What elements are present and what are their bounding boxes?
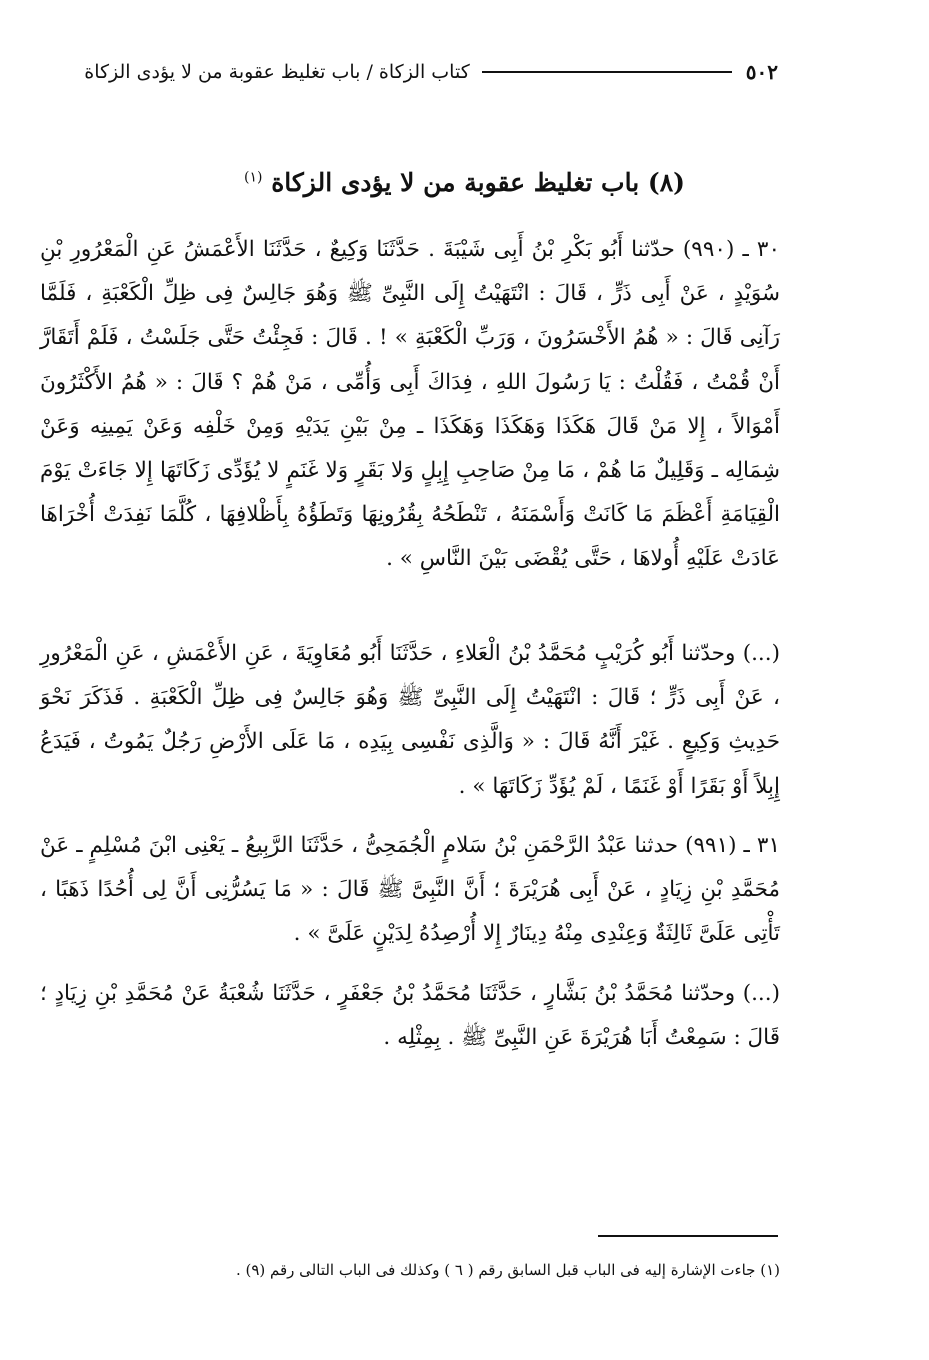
header-rule: [482, 71, 732, 73]
hadith-paragraph: (...) وحدّثنا مُحَمَّدُ بْنُ بَشَّارٍ ، حَدَّثَنَا مُحَمَّدُ بْنُ جَعْفَرٍ ، حَدَّثَنَا شُعْبَةُ عَنْ مُحَمَّدِ بْنِ زِيَادٍ ؛ قَالَ : سَمِعْتُ أَبَا هُرَيْرَةَ عَنِ النَّبِىِّ ﷺ . بِمِثْلِه .: [40, 981, 780, 1051]
chapter-footnote-marker: (١): [244, 169, 263, 186]
hadith-paragraph: ٣٠ ـ (٩٩٠) حدّثنا أَبُو بَكْرِ بْنُ أَبِى شَيْبَةَ . حَدَّثَنَا وَكِيعٌ ، حَدَّثَنَا الأَعْمَشُ عَنِ الْمَعْرُورِ بْنِ سُوَيْدٍ ، عَنْ أَبِى ذَرٍّ ، قَالَ : انْتَهَيْتُ إِلَى النَّبِىِّ ﷺ وَهُوَ جَالِسٌ فِى ظِلِّ الْكَعْبَةِ ، فَلَمَّا رَآنِى قَالَ : « هُمُ الأَخْسَرُونَ ، وَرَبِّ الْكَعْبَةِ » ! . قَالَ : فَجِئْتُ حَتَّى جَلَسْتُ ، فَلَمْ أَتَقَارَّ أَنْ قُمْتُ ، فَقُلْتُ : يَا رَسُولَ اللهِ ، فِدَاكَ أَبِى وَأُمِّى ، مَنْ هُمْ ؟ قَالَ : « هُمُ الأَكْثَرُونَ أَمْوَالاً ، إِلا مَنْ قَالَ هَكَذَا وَهَكَذَا وَهَكَذَا ـ مِنْ بَيْنِ يَدَيْهِ وَمِنْ خَلْفِه وَعَنْ يَمِينِه وَعَنْ شِمَالِه ـ وَقَلِيلٌ مَا هُمْ ، مَا مِنْ صَاحِبِ إِبِلٍ وَلا بَقَرٍ وَلا غَنَمٍ لا يُؤَدِّى زَكَاتَهَا إِلا جَاءَتْ يَوْمَ الْقِيَامَةِ أَعْظَمَ مَا كَانَتْ وَأَسْمَنَهُ ، تَنْطَحُهُ بِقُرُونِهَا وَتَطَؤُهُ بِأَظْلافِهَا ، كُلَّمَا نَفِدَتْ أُخْرَاهَا عَادَتْ عَلَيْهِ أُولاهَا ، حَتَّى يُقْضَى بَيْنَ النَّاسِ » .: [40, 237, 780, 572]
footnote: (١) جاءت الإشارة إليه فى الباب قبل السابق رقم ( ٦ ) وكذلك فى الباب التالى رقم (٩) .: [235, 1261, 780, 1279]
chapter-title: [0, 168, 929, 197]
page-number: ٥٠٢: [745, 60, 778, 84]
hadith-paragraph: ٣١ ـ (٩٩١) حدثنا عَبْدُ الرَّحْمَنِ بْنُ سَلامٍ الْجُمَحِىُّ ، حَدَّثَنَا الرَّبِيعُ ـ يَعْنِى ابْنَ مُسْلِمٍ ـ عَنْ مُحَمَّدِ بْنِ زِيَادٍ ، عَنْ أَبِى هُرَيْرَةَ ؛ أَنَّ النَّبِىَّ ﷺ قَالَ : « مَا يَسُرُّنِى أَنَّ لِى أُحُدًا ذَهَبًا ، تَأْتِى عَلَىَّ ثَالِثَةٌ وَعِنْدِى مِنْهُ دِينَارٌ إِلا أُرْصِدُهُ لِدَيْنٍ عَلَىَّ » .: [40, 833, 780, 947]
running-head-title: كتاب الزكاة / باب تغليظ عقوبة من لا يؤدى الزكاة: [84, 61, 470, 83]
chapter-title-text: (٨) باب تغليظ عقوبة من لا يؤدى الزكاة: [271, 168, 685, 197]
hadith-paragraph: (...) وحدّثنا أَبُو كُرَيْبٍ مُحَمَّدُ بْنُ الْعَلاءِ ، حَدَّثَنَا أَبُو مُعَاوِيَةَ ، عَنِ الأَعْمَشِ ، عَنِ الْمَعْرُورِ ، عَنْ أَبِى ذَرٍّ ؛ قَالَ : انْتَهَيْتُ إِلَى النَّبِىِّ ﷺ وَهُوَ جَالِسٌ فِى ظِلِّ الْكَعْبَةِ . فَذَكَرَ نَحْوَ حَدِيثِ وَكِيعٍ . غَيْرَ أَنَّهُ قَالَ : « وَالَّذِى نَفْسِى بِيَدِه ، مَا عَلَى الأَرْضِ رَجُلٌ يَمُوتُ ، فَيَدَعُ إِبِلاً أَوْ بَقَرًا أَوْ غَنَمًا ، لَمْ يُؤَدِّ زَكَاتَهَا » .: [40, 641, 780, 799]
running-head: [38, 52, 778, 92]
footnote-rule: [598, 1235, 778, 1237]
body-text: [40, 228, 780, 1061]
